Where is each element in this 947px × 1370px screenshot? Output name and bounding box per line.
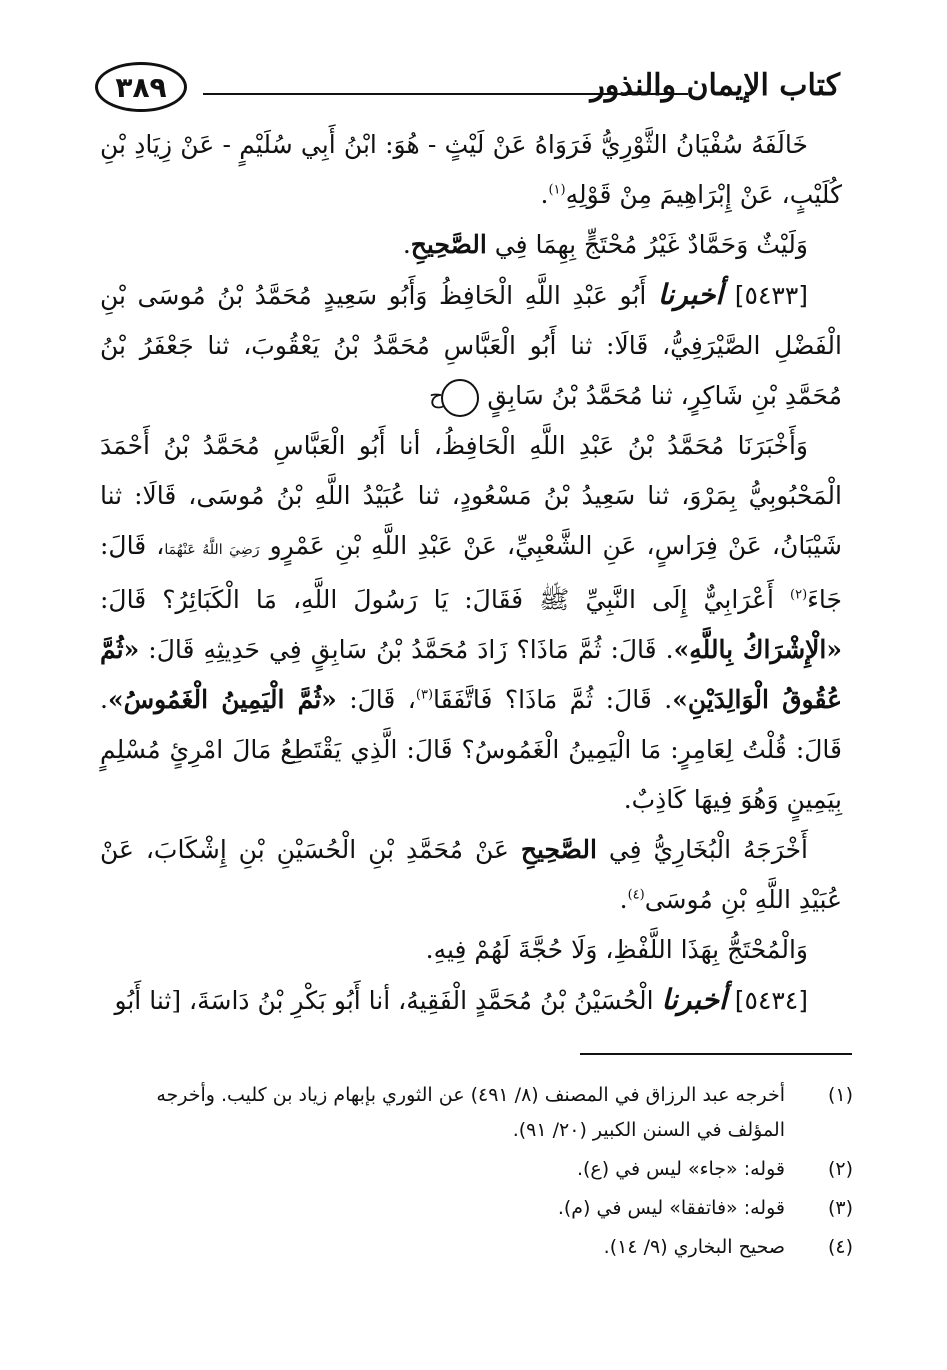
matn-part-d: فَقَالَ: يَا رَسُولَ اللَّهِ، مَا الْكَبَائِرُ؟ قَالَ:	[100, 585, 524, 614]
akhbarana-label-1: أخبرنا	[657, 278, 724, 311]
sahih-bold-1: الصَّحِيحِ	[410, 230, 487, 259]
page-number-badge	[95, 62, 187, 112]
footnote-ref-3[interactable]: (٣)	[415, 687, 434, 703]
matn-part-a: وَأَخْبَرَنَا مُحَمَّدُ بْنُ عَبْدِ اللَّهِ الْحَافِظُ، أنا أَبُو الْعَبَّاسِ مُحَمَّدُ بْنُ أَحْمَدَ الْمَحْبُوبِيُّ بِمَرْوَ، ثنا سَعِيدُ بْنُ مَسْعُودٍ، ثنا عُبَيْدُ اللَّهِ بْنُ مُوسَى، قَالَا: ثنا شَيْبَانُ، عَنْ فِرَاسٍ، عَنِ الشَّعْبِيِّ، عَنْ عَبْدِ اللَّهِ بْنِ عَمْرٍو	[100, 431, 842, 560]
hadith-number-5433: [٥٤٣٣]	[734, 281, 809, 310]
hadith-5433	[100, 270, 842, 421]
paragraph-takhrij	[100, 825, 842, 925]
matn-part-b: ، قَالَ: جَاءَ	[100, 531, 842, 614]
muhtajj-text: وَالْمُحْتَجُّ بِهَذَا اللَّفْظِ، وَلَا حُجَّةَ لَهُمْ فِيهِ.	[425, 935, 808, 964]
paragraph-1-end: .	[540, 180, 549, 209]
sahih-bold-2: الصَّحِيحِ	[520, 835, 597, 864]
footnote-2	[108, 1152, 853, 1187]
matn-part-h: . قَالَ: قُلْتُ لِعَامِرٍ: مَا الْيَمِينُ الْغَمُوسُ؟ قَالَ: الَّذِي يَقْتَطِعُ مَالَ امْرِئٍ مُسْلِمٍ بِيَمِينٍ وَهُوَ فِيهَا كَاذِبٌ.	[100, 685, 842, 814]
hadith-5433-text: أَبُو عَبْدِ اللَّهِ الْحَافِظُ وَأَبُو سَعِيدٍ مُحَمَّدُ بْنُ مُوسَى بْنِ الْفَضْلِ الصَّيْرَفِيُّ، قَالَا: ثنا أَبُو الْعَبَّاسِ مُحَمَّدُ بْنُ يَعْقُوبَ، ثنا جَعْفَرُ بْنُ مُحَمَّدِ بْنِ شَاكِرٍ، ثنا مُحَمَّدُ بْنُ سَابِقٍ	[100, 281, 842, 410]
header-rule	[203, 93, 688, 95]
footnote-number: (٤)	[827, 1236, 853, 1258]
footnote-ref-1[interactable]: (١)	[548, 182, 566, 198]
takhrij-part-b: عَنْ مُحَمَّدِ بْنِ الْحُسَيْنِ بْنِ إِشْكَابَ، عَنْ عُبَيْدِ اللَّهِ بْنِ مُوسَى	[100, 835, 842, 914]
footnote-number: (١)	[827, 1084, 853, 1106]
footnote-number: (٢)	[827, 1158, 853, 1180]
hadith-number-5434: [٥٤٣٤]	[734, 986, 808, 1015]
paragraph-1	[100, 120, 842, 220]
footnote-1	[108, 1078, 853, 1148]
footnote-ref-4[interactable]: (٤)	[627, 887, 645, 903]
paragraph-muhtajj	[100, 925, 842, 975]
paragraph-1-text: خَالَفَهُ سُفْيَانُ الثَّوْرِيُّ فَرَوَاهُ عَنْ لَيْثٍ - هُوَ: ابْنُ أَبِي سُلَيْمٍ - عَنْ زِيَادِ بْنِ كُلَيْبٍ، عَنْ إِبْرَاهِيمَ مِنْ قَوْلِهِ	[100, 130, 842, 209]
hadith-5434-text: الْحُسَيْنُ بْنُ مُحَمَّدٍ الْفَقِيهُ، أنا أَبُو بَكْرِ بْنُ دَاسَةَ، [ثنا أَبُو	[114, 986, 654, 1015]
matn-part-g: ، قَالَ:	[349, 685, 416, 714]
takhrij-end: .	[619, 885, 628, 914]
footnote-number: (٣)	[827, 1197, 853, 1219]
quote-ghamus: «ثُمَّ الْيَمِينُ الْغَمُوسُ»	[107, 685, 337, 714]
matn-part-e: . قَالَ: ثُمَّ مَاذَا؟ زَادَ مُحَمَّدُ بْنُ سَابِقٍ فِي حَدِيثِهِ قَالَ:	[148, 635, 674, 664]
footnotes	[108, 1078, 853, 1269]
footnote-ref-2[interactable]: (٢)	[790, 587, 808, 603]
quote-ishrak: «الْإِشْرَاكُ بِاللَّهِ»	[673, 635, 842, 664]
page-header	[95, 62, 840, 120]
quote-uquq: «ثُمَّ عُقُوقُ الْوَالِدَيْنِ»	[100, 635, 843, 714]
akhbarana-label-2: أخبرنا	[661, 983, 727, 1016]
honorific-salawat: ﷺ	[539, 585, 570, 614]
paragraph-2-end: .	[402, 230, 411, 259]
footnote-text: أخرجه عبد الرزاق في المصنف (٨/ ٤٩١) عن الثوري بإبهام زياد بن كليب. وأخرجه المؤلف في السنن الكبير (٢٠/ ٩١).	[156, 1084, 785, 1141]
hadith-5434	[100, 975, 842, 1026]
main-text	[100, 120, 842, 1026]
honorific-radiallahu: رَضِيَ اللَّهُ عَنْهُمَا	[164, 542, 260, 558]
paragraph-2	[100, 220, 842, 270]
paragraph-2-text: وَلَيْثٌ وَحَمَّادٌ غَيْرُ مُحْتَجٍّ بِهِمَا فِي	[494, 230, 808, 259]
matn-part-f: . قَالَ: ثُمَّ مَاذَا؟ فَاتَّفَقَا	[433, 685, 673, 714]
tahwil-ha-symbol: ح	[441, 379, 479, 417]
footnote-text: صحيح البخاري (٩/ ١٤).	[603, 1236, 785, 1258]
footnote-3	[108, 1191, 853, 1226]
book-title: كتاب الإيمان والنذور	[590, 68, 840, 103]
footnote-4	[108, 1230, 853, 1265]
footnote-text: قوله: «فاتفقا» ليس في (م).	[557, 1197, 785, 1219]
footnote-separator	[580, 1053, 852, 1055]
page-number: ٣٨٩	[115, 70, 167, 104]
takhrij-part-a: أَخْرَجَهُ الْبُخَارِيُّ فِي	[608, 835, 809, 864]
footnote-text: قوله: «جاء» ليس في (ع).	[576, 1158, 785, 1180]
hadith-5433-matn	[100, 421, 842, 825]
matn-part-c: أَعْرَابِيٌّ إِلَى النَّبِيِّ	[585, 585, 774, 614]
